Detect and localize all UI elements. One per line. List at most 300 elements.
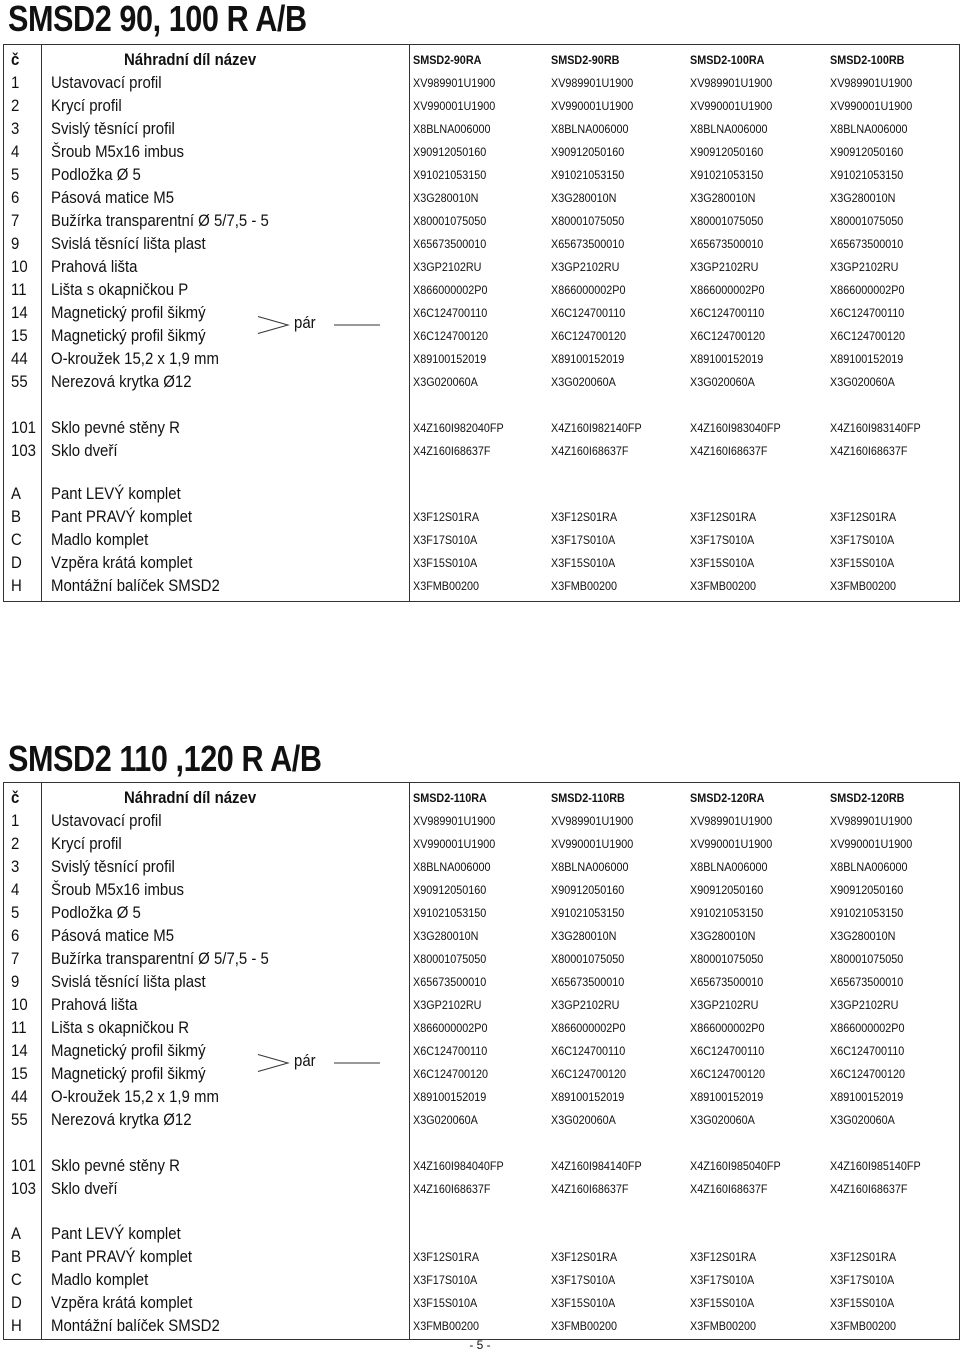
part-name: Sklo pevné stěny R: [51, 418, 180, 437]
part-code: X3F12S01RA: [413, 510, 480, 524]
item-number: 11: [11, 1018, 27, 1037]
pair-bracket-icon: [254, 295, 384, 355]
part-name: Magnetický profil šikmý: [51, 1064, 206, 1083]
part-code: X3G280010N: [690, 191, 756, 205]
item-number: C: [11, 530, 22, 549]
item-number: A: [11, 484, 21, 503]
part-code: X4Z160I68637F: [690, 1182, 768, 1196]
item-number: 2: [11, 834, 20, 853]
table-row: [4, 902, 959, 924]
part-code: X8BLNA006000: [551, 860, 629, 874]
model-header: SMSD2-110RB: [551, 791, 625, 805]
part-code: X3G280010N: [413, 929, 479, 943]
part-code: X3F15S010A: [830, 1296, 895, 1310]
item-number: 101: [11, 418, 36, 437]
part-code: X3G020060A: [690, 375, 755, 389]
item-number: 9: [11, 972, 20, 991]
part-name: Ustavovací profil: [51, 73, 162, 92]
part-code: X89100152019: [413, 1090, 487, 1104]
part-code: X6C124700120: [830, 329, 906, 343]
part-code: X90912050160: [413, 145, 487, 159]
part-code: XV990001U1900: [830, 99, 913, 113]
part-code: X3G280010N: [551, 929, 617, 943]
part-code: X80001075050: [830, 952, 904, 966]
part-code: X866000002P0: [413, 283, 488, 297]
part-code: X90912050160: [830, 883, 904, 897]
part-code: X3F17S010A: [690, 533, 755, 547]
part-code: X6C124700120: [551, 1067, 627, 1081]
part-code: X65673500010: [413, 975, 487, 989]
table-row-kit: [4, 1292, 959, 1314]
item-number: 4: [11, 142, 20, 161]
part-code: X3F15S010A: [413, 1296, 478, 1310]
part-name: Madlo komplet: [51, 530, 149, 549]
part-code: X4Z160I68637F: [690, 444, 768, 458]
item-number: 2: [11, 96, 20, 115]
table-row: [4, 810, 959, 832]
part-name: Krycí profil: [51, 834, 122, 853]
part-code: X6C124700110: [690, 306, 765, 320]
part-name: O-kroužek 15,2 x 1,9 mm: [51, 349, 219, 368]
part-code: X65673500010: [830, 975, 904, 989]
part-code: X866000002P0: [690, 1021, 765, 1035]
part-code: X3GP2102RU: [413, 998, 482, 1012]
part-code: X90912050160: [830, 145, 904, 159]
table-row: [4, 325, 959, 347]
part-code: X3F15S010A: [551, 556, 616, 570]
part-code: X6C124700120: [413, 1067, 489, 1081]
part-code: X6C124700110: [413, 1044, 488, 1058]
item-number: 55: [11, 1110, 28, 1129]
part-code: X6C124700120: [690, 329, 766, 343]
table-row: [4, 279, 959, 301]
item-number: 4: [11, 880, 20, 899]
parts-table: [3, 44, 960, 602]
part-name: Ustavovací profil: [51, 811, 162, 830]
item-number: 14: [11, 1041, 28, 1060]
item-number: 15: [11, 326, 28, 345]
part-code: X3GP2102RU: [690, 998, 759, 1012]
part-code: X3G280010N: [830, 929, 896, 943]
table-row: [4, 302, 959, 324]
part-code: X866000002P0: [413, 1021, 488, 1035]
item-number: 1: [11, 811, 20, 830]
part-code: XV989901U1900: [551, 814, 634, 828]
part-code: X3F17S010A: [413, 1273, 478, 1287]
table-row: [4, 210, 959, 232]
item-number: 55: [11, 372, 28, 391]
part-code: X8BLNA006000: [690, 122, 768, 136]
part-code: X3FMB00200: [690, 1319, 757, 1333]
part-name: Pant PRAVÝ komplet: [51, 1247, 193, 1266]
part-name: Bužírka transparentní Ø 5/7,5 - 5: [51, 949, 269, 968]
model-header: SMSD2-90RA: [413, 53, 482, 67]
part-code: XV990001U1900: [413, 837, 496, 851]
item-number: 7: [11, 211, 20, 230]
part-code: X3GP2102RU: [830, 998, 899, 1012]
part-code: X3G020060A: [551, 1113, 616, 1127]
item-number: 101: [11, 1156, 36, 1175]
table-row: [4, 833, 959, 855]
part-name: Magnetický profil šikmý: [51, 303, 206, 322]
item-number: č: [11, 788, 20, 807]
part-code: X80001075050: [690, 214, 764, 228]
part-code: X6C124700110: [551, 1044, 626, 1058]
part-code: X89100152019: [830, 1090, 904, 1104]
part-code: X6C124700110: [551, 306, 626, 320]
item-number: 5: [11, 165, 20, 184]
page-number: - 5 -: [469, 1338, 491, 1352]
part-code: XV990001U1900: [551, 837, 634, 851]
part-code: X866000002P0: [690, 283, 765, 297]
part-code: X89100152019: [830, 352, 904, 366]
table-row: [4, 971, 959, 993]
table-row-glass: [4, 1155, 959, 1177]
part-name: Madlo komplet: [51, 1270, 149, 1289]
part-code: X6C124700110: [830, 306, 905, 320]
part-code: X65673500010: [413, 237, 487, 251]
part-code: X4Z160I68637F: [551, 444, 629, 458]
item-number: C: [11, 1270, 22, 1289]
part-code: X3F17S010A: [551, 1273, 616, 1287]
part-code: X65673500010: [690, 237, 764, 251]
part-code: XV989901U1900: [690, 814, 773, 828]
table-row: [4, 72, 959, 94]
part-name: Krycí profil: [51, 96, 122, 115]
part-code: XV990001U1900: [830, 837, 913, 851]
part-name: Šroub M5x16 imbus: [51, 142, 185, 161]
model-header: SMSD2-90RB: [551, 53, 620, 67]
part-code: X91021053150: [830, 168, 904, 182]
part-code: X3FMB00200: [413, 1319, 480, 1333]
parts-table: [3, 782, 960, 1340]
item-number: D: [11, 553, 22, 572]
table-row: [4, 879, 959, 901]
part-code: X3FMB00200: [690, 579, 757, 593]
model-header: SMSD2-100RA: [690, 53, 765, 67]
part-name: Magnetický profil šikmý: [51, 326, 206, 345]
part-code: X91021053150: [551, 906, 625, 920]
item-number: H: [11, 1316, 22, 1335]
part-code: X3G280010N: [551, 191, 617, 205]
part-code: X3F15S010A: [551, 1296, 616, 1310]
part-code: X8BLNA006000: [830, 122, 908, 136]
item-number: 14: [11, 303, 28, 322]
part-code: X91021053150: [690, 906, 764, 920]
table-row: [4, 994, 959, 1016]
part-code: X3F12S01RA: [551, 1250, 618, 1264]
table-row: [4, 948, 959, 970]
part-code: X4Z160I982140FP: [551, 421, 642, 435]
table-row-kit: [4, 552, 959, 574]
table-row-kit: [4, 575, 959, 597]
part-code: X4Z160I68637F: [413, 1182, 491, 1196]
part-code: X4Z160I68637F: [830, 1182, 908, 1196]
part-code: X89100152019: [551, 1090, 625, 1104]
item-number: 9: [11, 234, 20, 253]
part-code: X91021053150: [690, 168, 764, 182]
part-code: X3G020060A: [413, 1113, 478, 1127]
part-code: XV989901U1900: [413, 76, 496, 90]
part-name: Svislý těsnící profil: [51, 857, 175, 876]
part-code: X866000002P0: [551, 283, 626, 297]
part-name: Montážní balíček SMSD2: [51, 576, 220, 595]
part-name: Montážní balíček SMSD2: [51, 1316, 220, 1335]
part-code: X80001075050: [413, 214, 487, 228]
section-title: SMSD2 110 ,120 R A/B: [8, 738, 322, 779]
part-code: X91021053150: [413, 168, 487, 182]
table-row-glass: [4, 440, 959, 462]
table-row-glass: [4, 1178, 959, 1200]
part-code: X3G020060A: [830, 1113, 895, 1127]
part-code: X3G280010N: [690, 929, 756, 943]
table-row: [4, 925, 959, 947]
part-code: X4Z160I985140FP: [830, 1159, 921, 1173]
part-code: X3F17S010A: [413, 533, 478, 547]
part-code: X3F15S010A: [830, 556, 895, 570]
part-code: XV989901U1900: [830, 814, 913, 828]
part-name: Sklo dveří: [51, 1179, 118, 1198]
part-code: X65673500010: [690, 975, 764, 989]
part-code: X80001075050: [830, 214, 904, 228]
part-name: Magnetický profil šikmý: [51, 1041, 206, 1060]
part-code: X866000002P0: [830, 283, 905, 297]
item-number: 15: [11, 1064, 28, 1083]
table-row-glass: [4, 417, 959, 439]
part-code: XV990001U1900: [690, 99, 773, 113]
item-number: B: [11, 1247, 21, 1266]
part-name: Pant LEVÝ komplet: [51, 484, 181, 503]
table-row: [4, 141, 959, 163]
part-code: X3F12S01RA: [690, 510, 757, 524]
model-header: SMSD2-120RB: [830, 791, 905, 805]
part-name: Pant LEVÝ komplet: [51, 1224, 181, 1243]
part-code: X3GP2102RU: [690, 260, 759, 274]
item-number: 6: [11, 926, 20, 945]
part-code: X8BLNA006000: [830, 860, 908, 874]
item-number: 6: [11, 188, 20, 207]
part-code: X89100152019: [413, 352, 487, 366]
item-number: 3: [11, 119, 20, 138]
part-code: X3G020060A: [551, 375, 616, 389]
part-code: X3F12S01RA: [830, 510, 897, 524]
item-number: 103: [11, 1179, 36, 1198]
table-row: [4, 1063, 959, 1085]
table-row: [4, 256, 959, 278]
table-row: [4, 187, 959, 209]
part-code: XV989901U1900: [690, 76, 773, 90]
part-code: X3F15S010A: [690, 1296, 755, 1310]
part-code: X4Z160I985040FP: [690, 1159, 781, 1173]
part-code: X4Z160I68637F: [413, 444, 491, 458]
part-name: Nerezová krytka Ø12: [51, 372, 192, 391]
part-code: X3FMB00200: [413, 579, 480, 593]
table-row: [4, 1040, 959, 1062]
part-code: X3GP2102RU: [551, 998, 620, 1012]
part-name: Vzpěra krátá komplet: [51, 553, 193, 572]
pair-label: pár: [294, 1050, 316, 1070]
part-code: X4Z160I984140FP: [551, 1159, 642, 1173]
part-code: X6C124700120: [690, 1067, 766, 1081]
part-code: X3FMB00200: [551, 1319, 618, 1333]
part-code: X4Z160I68637F: [551, 1182, 629, 1196]
table-row: [4, 348, 959, 370]
part-code: X3GP2102RU: [551, 260, 620, 274]
part-code: X6C124700110: [413, 306, 488, 320]
part-code: X6C124700120: [830, 1067, 906, 1081]
part-name: Náhradní díl název: [124, 50, 257, 69]
table-row: [4, 856, 959, 878]
part-code: X65673500010: [830, 237, 904, 251]
part-code: X8BLNA006000: [551, 122, 629, 136]
part-code: X65673500010: [551, 975, 625, 989]
part-code: X3G020060A: [690, 1113, 755, 1127]
part-code: X3FMB00200: [551, 579, 618, 593]
item-number: 44: [11, 1087, 28, 1106]
table-row-kit: [4, 1246, 959, 1268]
part-code: X90912050160: [551, 145, 625, 159]
part-code: X3F15S010A: [690, 556, 755, 570]
part-code: X80001075050: [690, 952, 764, 966]
item-number: B: [11, 507, 21, 526]
item-number: 10: [11, 995, 28, 1014]
part-code: X90912050160: [690, 883, 764, 897]
part-code: X90912050160: [690, 145, 764, 159]
part-code: X4Z160I983140FP: [830, 421, 921, 435]
part-code: X89100152019: [690, 1090, 764, 1104]
model-header: SMSD2-100RB: [830, 53, 905, 67]
part-code: X91021053150: [551, 168, 625, 182]
part-name: O-kroužek 15,2 x 1,9 mm: [51, 1087, 219, 1106]
part-code: X91021053150: [413, 906, 487, 920]
item-number: 3: [11, 857, 20, 876]
table-row: [4, 371, 959, 393]
table-row-kit: [4, 1269, 959, 1291]
part-code: X90912050160: [413, 883, 487, 897]
part-code: X3FMB00200: [830, 1319, 897, 1333]
part-name: Šroub M5x16 imbus: [51, 880, 185, 899]
part-name: Svislá těsnící lišta plast: [51, 234, 206, 253]
part-code: X90912050160: [551, 883, 625, 897]
part-name: Prahová lišta: [51, 257, 138, 276]
item-number: 44: [11, 349, 28, 368]
pair-bracket-icon: [254, 1033, 384, 1093]
table-row-kit: [4, 1223, 959, 1245]
part-code: X8BLNA006000: [413, 122, 491, 136]
item-number: H: [11, 576, 22, 595]
item-number: 1: [11, 73, 20, 92]
part-name: Podložka Ø 5: [51, 903, 141, 922]
part-code: X3F12S01RA: [830, 1250, 897, 1264]
item-number: A: [11, 1224, 21, 1243]
part-code: X3F17S010A: [830, 1273, 895, 1287]
part-code: X4Z160I983040FP: [690, 421, 781, 435]
part-name: Svislá těsnící lišta plast: [51, 972, 206, 991]
part-code: X4Z160I984040FP: [413, 1159, 504, 1173]
part-code: X6C124700110: [690, 1044, 765, 1058]
part-code: X866000002P0: [551, 1021, 626, 1035]
part-code: XV989901U1900: [413, 814, 496, 828]
item-number: č: [11, 50, 20, 69]
table-row: [4, 233, 959, 255]
part-name: Podložka Ø 5: [51, 165, 141, 184]
item-number: 103: [11, 441, 36, 460]
table-row: [4, 1017, 959, 1039]
part-code: X89100152019: [690, 352, 764, 366]
part-name: Lišta s okapničkou R: [51, 1018, 190, 1037]
part-code: X8BLNA006000: [413, 860, 491, 874]
part-name: Náhradní díl název: [124, 788, 257, 807]
part-code: X866000002P0: [830, 1021, 905, 1035]
section-title: SMSD2 90, 100 R A/B: [8, 0, 307, 39]
part-code: X3F12S01RA: [551, 510, 618, 524]
part-name: Lišta s okapničkou P: [51, 280, 189, 299]
part-code: X6C124700120: [551, 329, 627, 343]
part-code: X6C124700110: [830, 1044, 905, 1058]
table-row: [4, 1086, 959, 1108]
part-code: X3F17S010A: [690, 1273, 755, 1287]
part-code: X3GP2102RU: [830, 260, 899, 274]
part-code: XV990001U1900: [551, 99, 634, 113]
item-number: D: [11, 1293, 22, 1312]
item-number: 10: [11, 257, 28, 276]
part-code: X80001075050: [551, 952, 625, 966]
item-number: 5: [11, 903, 20, 922]
part-code: X3G280010N: [830, 191, 896, 205]
part-code: X65673500010: [551, 237, 625, 251]
pair-label: pár: [294, 312, 316, 332]
part-code: X3F17S010A: [551, 533, 616, 547]
table-row: [4, 1109, 959, 1131]
part-code: X3GP2102RU: [413, 260, 482, 274]
part-code: X3F12S01RA: [413, 1250, 480, 1264]
part-code: X3FMB00200: [830, 579, 897, 593]
part-name: Pásová matice M5: [51, 926, 175, 945]
model-header: SMSD2-120RA: [690, 791, 765, 805]
part-code: X80001075050: [551, 214, 625, 228]
part-code: XV989901U1900: [551, 76, 634, 90]
part-code: X3G280010N: [413, 191, 479, 205]
part-name: Pásová matice M5: [51, 188, 175, 207]
table-row-kit: [4, 1315, 959, 1337]
part-code: X80001075050: [413, 952, 487, 966]
table-row: [4, 118, 959, 140]
part-code: X6C124700120: [413, 329, 489, 343]
part-name: Pant PRAVÝ komplet: [51, 507, 193, 526]
part-name: Svislý těsnící profil: [51, 119, 175, 138]
part-code: X8BLNA006000: [690, 860, 768, 874]
part-name: Vzpěra krátá komplet: [51, 1293, 193, 1312]
part-code: X3G020060A: [413, 375, 478, 389]
model-header: SMSD2-110RA: [413, 791, 487, 805]
part-code: X4Z160I982040FP: [413, 421, 504, 435]
part-code: XV989901U1900: [830, 76, 913, 90]
part-name: Sklo pevné stěny R: [51, 1156, 180, 1175]
table-header: [4, 787, 959, 809]
table-row: [4, 164, 959, 186]
part-code: X3F12S01RA: [690, 1250, 757, 1264]
part-name: Prahová lišta: [51, 995, 138, 1014]
table-row: [4, 95, 959, 117]
part-code: XV990001U1900: [413, 99, 496, 113]
part-code: X3F17S010A: [830, 533, 895, 547]
item-number: 7: [11, 949, 20, 968]
part-code: X4Z160I68637F: [830, 444, 908, 458]
part-code: X3G020060A: [830, 375, 895, 389]
table-header: [4, 49, 959, 71]
table-row-kit: [4, 506, 959, 528]
part-name: Bužírka transparentní Ø 5/7,5 - 5: [51, 211, 269, 230]
